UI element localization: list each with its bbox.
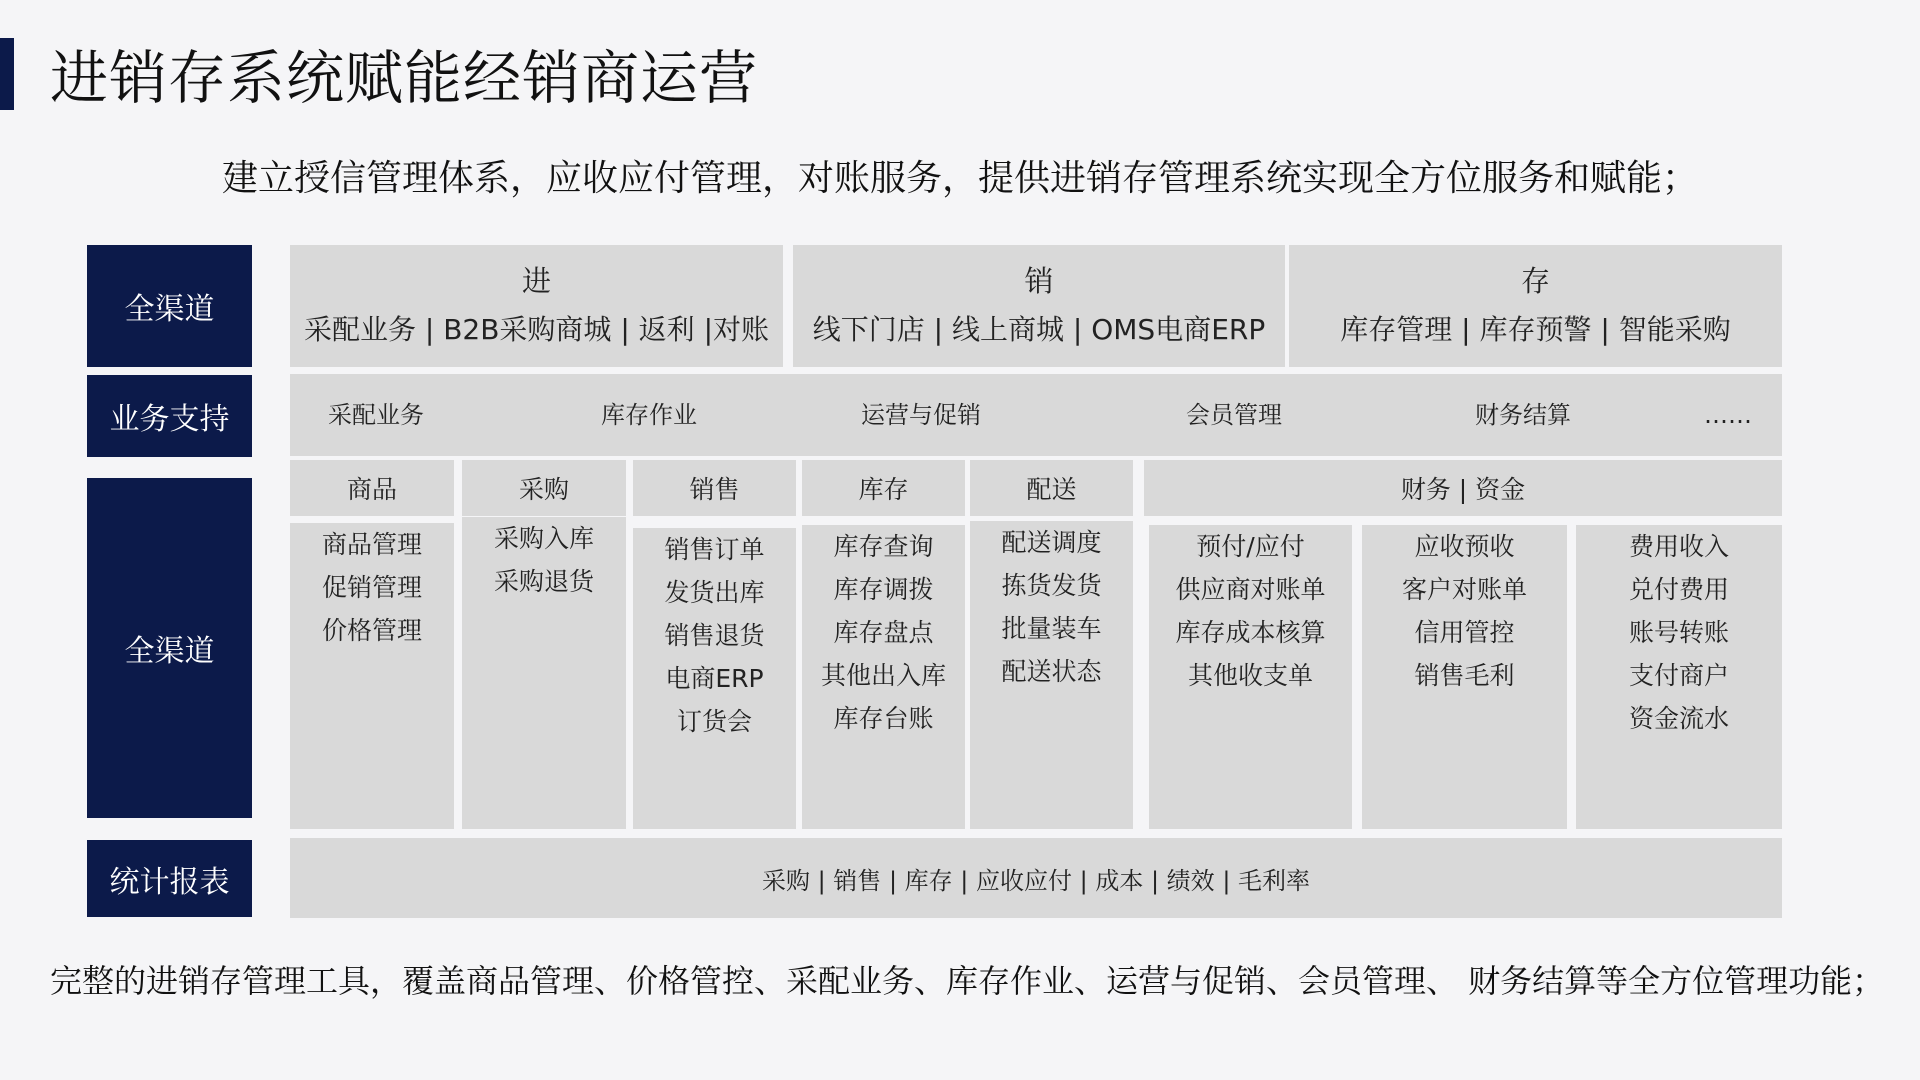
module-item: 费用收入 — [1628, 532, 1729, 561]
module-item: 库存台账 — [833, 704, 934, 733]
top-box-heading: 存 — [1520, 264, 1550, 298]
module-item: 应收预收 — [1414, 532, 1515, 561]
module-item: 支付商户 — [1628, 661, 1729, 690]
module-item: 拣货发货 — [1001, 571, 1102, 600]
module-cell-goods — [290, 523, 454, 829]
module-item: 预付/应付 — [1196, 532, 1305, 561]
module-item: 订货会 — [676, 707, 752, 736]
module-item: 客户对账单 — [1401, 575, 1527, 604]
module-item: 销售退货 — [664, 621, 765, 650]
module-item: 库存成本核算 — [1175, 618, 1326, 647]
module-item: 库存盘点 — [833, 618, 934, 647]
top-box-detail: 库存管理 | 库存预警 | 智能采购 — [1340, 313, 1731, 346]
title-accent-bar — [0, 38, 14, 110]
top-box-heading: 进 — [521, 264, 551, 298]
module-cell-funds — [1576, 525, 1782, 829]
page-footer: 完整的进销存管理工具，覆盖商品管理、价格管控、采配业务、库存作业、运营与促销、会员管理、 财务结算等全方位管理功能； — [50, 962, 1885, 1000]
module-item: 采购入库 — [493, 524, 594, 553]
support-item: 库存作业 — [601, 401, 697, 429]
module-cell-payables — [1149, 525, 1352, 829]
support-item: 财务结算 — [1475, 401, 1571, 429]
module-item: 库存调拨 — [833, 575, 934, 604]
module-cell-delivery — [970, 521, 1133, 829]
module-item: 信用管控 — [1414, 618, 1515, 647]
module-header-sales: 销售 — [633, 460, 796, 516]
module-item: 其他出入库 — [820, 661, 946, 690]
top-box-detail: 线下门店 | 线上商城 | OMS电商ERP — [812, 313, 1266, 346]
module-header-goods: 商品 — [290, 460, 454, 516]
module-item: 发货出库 — [664, 578, 765, 607]
module-item: 库存查询 — [833, 532, 934, 561]
module-item: 采购退货 — [493, 567, 594, 596]
page-subtitle: 建立授信管理体系，应收应付管理，对账服务，提供进销存管理系统实现全方位服务和赋能； — [221, 158, 1698, 199]
module-cell-sales — [633, 528, 796, 829]
module-item: 配送状态 — [1001, 657, 1102, 686]
top-box-in — [290, 245, 783, 367]
support-item: 运营与促销 — [861, 401, 981, 429]
support-row — [290, 374, 1782, 456]
support-item: 会员管理 — [1186, 401, 1282, 429]
module-cell-inventory — [802, 525, 965, 829]
report-row: 采购 | 销售 | 库存 | 应收应付 | 成本 | 绩效 | 毛利率 — [290, 838, 1782, 918]
top-box-sell — [793, 245, 1285, 367]
row-label-channel-main: 全渠道 — [87, 478, 252, 818]
module-item: 批量装车 — [1001, 614, 1102, 643]
module-item: 促销管理 — [321, 573, 422, 602]
module-item: 账号转账 — [1628, 618, 1729, 647]
top-box-detail: 采配业务 | B2B采购商城 | 返利 |对账 — [303, 313, 770, 346]
module-item: 电商ERP — [665, 664, 764, 693]
module-item: 销售订单 — [664, 535, 765, 564]
top-box-stock — [1289, 245, 1782, 367]
row-label-support: 业务支持 — [87, 375, 252, 457]
top-box-heading: 销 — [1024, 264, 1054, 298]
module-item: 其他收支单 — [1187, 661, 1313, 690]
module-item: 兑付费用 — [1628, 575, 1729, 604]
support-item: 采配业务 — [328, 401, 424, 429]
module-cell-purchase — [462, 517, 626, 829]
support-item: …… — [1704, 401, 1752, 429]
module-item: 资金流水 — [1628, 704, 1729, 733]
module-header-purchase: 采购 — [462, 460, 626, 516]
module-cell-receivables — [1362, 525, 1567, 829]
module-item: 销售毛利 — [1414, 661, 1515, 690]
module-item: 商品管理 — [321, 530, 422, 559]
page-title: 进销存系统赋能经销商运营 — [50, 44, 759, 112]
module-header-finance: 财务 | 资金 — [1144, 460, 1782, 516]
module-header-inventory: 库存 — [802, 460, 965, 516]
row-label-reports: 统计报表 — [87, 840, 252, 917]
row-label-channel-top: 全渠道 — [87, 245, 252, 367]
module-item: 配送调度 — [1001, 528, 1102, 557]
module-item: 价格管理 — [321, 616, 422, 645]
module-header-delivery: 配送 — [970, 460, 1133, 516]
module-item: 供应商对账单 — [1175, 575, 1326, 604]
